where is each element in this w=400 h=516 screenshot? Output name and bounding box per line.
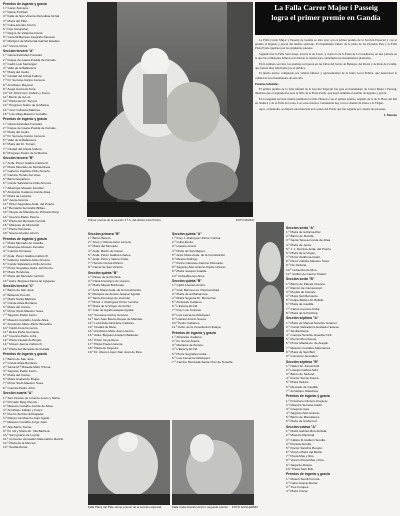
- result-entry: 8.º Plaza de la Virgen de la Paz.: [88, 304, 132, 309]
- section-heading: Premios de ingenio y gracia: [286, 394, 330, 399]
- result-entry: 6.º Conde Salvatierra-Cirilo Amorós.: [3, 181, 52, 186]
- result-entry: 4.º Valle de la Ballestera.: [3, 65, 37, 70]
- result-entry: 15.º Avda. Burjasot-Joaquín Ballester.: [88, 333, 140, 338]
- result-entry: 1.º Almirante Cadarso.: [172, 334, 203, 339]
- result-entry: 5.º Avda. Pérez Galdós-Linares.: [88, 252, 132, 257]
- result-entry: 7.º Arzobispo Olaechea.: [286, 388, 319, 393]
- result-entry: 6.º Ciudad del Artista Fallero.: [3, 74, 43, 79]
- photo-main-caption: Primer premio de la sección 1.ª A, del artista José Pucho.: [88, 218, 162, 222]
- result-entry: 7.º Pedro Cabanes-Camino Moncada.: [172, 261, 224, 266]
- headline-line-2: logra el primer premio en Gandía: [271, 13, 381, 22]
- result-entry: 5.º Doctor Sanchís Bergón.: [286, 445, 323, 450]
- result-entry: 6.º Nou Campanar.: [3, 26, 29, 31]
- result-entry: 1.º Plaza Gabriel Miró-Ruzafa.: [286, 429, 328, 434]
- result-entry: 14.º Mosén Jaume-Calixto III.: [3, 342, 43, 347]
- section-heading: Sección sexta "A": [286, 226, 315, 230]
- section-heading: Sección octava "A": [286, 425, 317, 430]
- result-entry: 1.º Cádiz-Literato Azorín.: [172, 283, 206, 288]
- result-entry: 9.º Sagunto-Ruaya.: [286, 462, 313, 467]
- result-entry: 4.º Plaza Ciscar.: [286, 489, 309, 494]
- results-column-3: [172, 232, 254, 417]
- result-entry: 3.º Sevilla-Denia.: [286, 328, 310, 333]
- result-entry: 4.º Plaza San Bernardo.: [286, 294, 319, 299]
- result-entry: 7.º Dr. Serrano-Carlos Cervera.: [3, 78, 46, 83]
- result-entry: 8.º Cárcel de San Vicente.: [88, 265, 124, 270]
- result-entry: 4.º Arzobispo Fabián y Fuero.: [3, 408, 44, 412]
- result-entry: 4.º Cuenca-Tenerife-Guardia Civil.: [286, 333, 333, 338]
- result-entry: 2.º Bolseria-Tros Alt.: [3, 292, 31, 297]
- result-entry: 4.º Plaza de Jesús.: [286, 242, 313, 247]
- result-entry: 1.º Plaza Mercado de Castilla.: [3, 241, 44, 246]
- result-entry: 2.º Dr. Sumsi-Sueca.: [172, 339, 201, 344]
- result-entry: 9.º Angel Guimerà-Turia.: [3, 86, 37, 91]
- section-heading: Sección quinta "A": [172, 232, 202, 236]
- section-heading: Premios de ingenio y gracia: [172, 330, 216, 335]
- result-entry: 1.º Francisco Climent-Uruguay.: [286, 398, 329, 403]
- result-entry: 8.º Maestro Gozalbo-Conde Altea.: [3, 317, 50, 322]
- result-entry: 7.º Pintor J. Rodríguez Pintor Cortina.: [88, 300, 139, 305]
- result-entry: 9.º Na Jordana.: [286, 263, 308, 268]
- result-entry: 1.º Barrio de San José.: [3, 356, 35, 361]
- result-entry: 3.º Cadiz-Luis Santángel.: [3, 61, 38, 66]
- result-entry: 7.º Carlos Cervera-Cuba.: [286, 306, 321, 311]
- article-paragraph: En la primera sección, los premios recayeron en las fallas del barrio de Beniopa, del Raval y de Roís de Corella, que fueron muy felicitadas por el público.: [255, 61, 397, 70]
- result-entry: 16.º Pintor Goya-Reus.: [88, 337, 120, 342]
- result-entry: 1.º Avda. Pérez Galdós-Calixto III.: [3, 160, 49, 165]
- falla-right-image: [256, 222, 284, 352]
- result-entry: 9.º Plaza de Lepanto.: [3, 193, 33, 198]
- result-entry: 9.º Marqués de Montortal-Gabriel Estellés.: [3, 39, 61, 44]
- result-entry: 13.º Progreso-Teatro de la Marina.: [3, 103, 50, 108]
- result-entry: 18.º Sueca-Literato Azorín.: [3, 231, 40, 236]
- result-entry: 8.º Plaza de San Bult.: [286, 349, 316, 354]
- result-entry: 12.º La Florida-Almirante Cadarso.: [88, 320, 135, 325]
- result-entry: 11.º Reina Doña Germana.: [3, 330, 40, 334]
- result-entry: 5.º Barrio de Marxalenes.: [286, 415, 321, 420]
- photo-bottom-middle-caption: Falla Cuba-Literato Azorín, segundo premio.: [172, 505, 229, 509]
- result-entry: 8.º Cuenca-Padre Jofré.: [3, 385, 36, 390]
- result-entry: 5.º Plaza del Cedro.: [3, 70, 31, 75]
- result-entry: 11.º Avda. de la Constitución-Ruaya.: [172, 325, 222, 330]
- result-entry: 9.º Dr. Gil y Morte-Dr. Vila Barberá.: [3, 428, 51, 433]
- result-entry: 19.º Dr. Álvaro López-San Juan de Dios.: [88, 349, 143, 354]
- result-entry: 10.º Avda. Burjasot-Sierra de Agujeras.: [3, 278, 56, 283]
- article-paragraph: En la segunda sección resultó premiada la falla Vilanova con el primer premio, seguida de la de la Plaza del Rei en Jaume I y de la Falla de Corea. Los actos festivos continuarán hoy con la ofrenda de flores a la Virgen.: [255, 97, 397, 106]
- result-entry: 8.º Progreso-Teatro de la Marina.: [3, 150, 48, 155]
- result-entry: 5.º Actor Mora-Avda. de la Constitución.: [172, 252, 226, 257]
- result-entry: 6.º L'Estany-El Cid.: [172, 304, 199, 309]
- result-entry: 6.º Plaza Ciudad de Brujas.: [3, 377, 41, 382]
- result-entry: 3.º Isabel la Católica-Cirilo Amorós.: [3, 168, 51, 173]
- article-headline: [255, 2, 397, 35]
- result-entry: 8.º Luis Lamarca-Velázquez.: [172, 312, 211, 317]
- result-entry: 8.º Pérez Galdós-Maestro Sosa.: [286, 259, 330, 264]
- result-entry: 14.º Arzobispo Melo-Juan Llorens.: [88, 329, 135, 334]
- result-entry: 2.º Conde Altea-Burriana.: [3, 360, 38, 365]
- result-entry: 11.º Guillén de Castro-Triador.: [286, 271, 327, 276]
- section-heading: Sección sexta "B": [286, 277, 315, 282]
- result-entry: 1.º Gloria-Felicidad-Trenador.: [3, 121, 43, 126]
- result-entry: 1.º Plaza de la Reina-Paz.: [286, 230, 322, 235]
- result-entry: 11.º Pintor Segrelles-Avda. del Puerto.: [3, 202, 55, 207]
- photo-bottom-middle-credit: FOTO GUILLERMO: [232, 505, 258, 509]
- result-entry: 13.º Plaza Ciudad de Brujas.: [3, 338, 42, 343]
- result-entry: 13.º Ciudad de Mula.: [88, 325, 117, 330]
- result-entry: 5.º Barrio Espartero.: [3, 177, 31, 182]
- result-entry: 4.º L'Estany-El Cid.: [172, 347, 199, 352]
- article-byline: I. Moreno: [384, 112, 397, 117]
- article-paragraph: La Falla Carrer Major y Passeig de Gandía se alzó ayer con el primer premio de la Sección Especial y con el premio al ingenio y gracia del mismo apartado. El monumento fallero de la plaza de las Escuelas Pías y la Falla Plaza Prado quedaron en los siguientes puestos.: [255, 38, 397, 51]
- result-entry: 8.º Alta-Santo Tomás.: [3, 424, 33, 429]
- result-entry: 5.º Pintor Segrelles-Cuba.: [172, 351, 208, 356]
- falla-photo-main: [87, 2, 253, 217]
- falla-bottom-left-image: [88, 420, 170, 505]
- result-entry: 5.º Valle de la Ballestera.: [3, 138, 37, 143]
- result-entry: 4.º Conde Altea-Burriana.: [3, 300, 38, 305]
- result-entry: 6.º Avda. Peris y Valero-Cuba.: [88, 256, 129, 261]
- result-entry: 6.º Plaza de la Merced.: [286, 419, 318, 424]
- result-entry: 1.º Fray J. Rodríguez-Pintor Cortina.: [172, 236, 222, 241]
- result-entry: 4.º Plaza de San Miguel.: [172, 248, 206, 253]
- result-entry: 5.º Almirante Cadarso.: [172, 300, 203, 305]
- article-paragraph: El primer premio de la falla infantil de la Sección Especial fue para el monumento de Carrer Major i Passeig, mientras que el segundo fue para la falla de la Plaza Prado, que logró también el premio de ingenio y gracia.: [255, 87, 397, 96]
- result-entry: 6.º Pintor Maella-Av. de Aragón.: [286, 341, 330, 346]
- result-entry: 18.º Plaza de Segovia.: [88, 345, 119, 350]
- result-entry: 10.º Jesús-Gremis.: [3, 197, 29, 202]
- section-heading: Sección cuarta "A": [3, 391, 33, 396]
- result-entry: 12.º Plaza de la Merced.: [3, 441, 37, 446]
- result-entry: 4.º Plaza Segovia-Dr. Monserrat.: [172, 295, 217, 300]
- result-entry: 15.º Luis Oliag-Maestro Gozalbo.: [3, 111, 48, 116]
- result-entry: 3.º Gregorio Gea.: [286, 406, 310, 411]
- result-entry: 7.º Pintor Zariñena-Quart.: [286, 255, 321, 260]
- result-entry: 2.º Duque de Gaeta-Puebla de Farnals.: [3, 125, 57, 130]
- result-entry: 5.º Isabel la Católica-Cirilo Amorós.: [3, 257, 51, 262]
- result-entry: 3.º Calixto III-Guillem Sorolla.: [286, 437, 326, 442]
- result-entry: 14.º Cuenca-Padre Perera.: [3, 214, 40, 219]
- result-entry: 3.º Cuenca-Tomasos.: [3, 249, 33, 254]
- result-entry: 12.º Bernardo Ferrándiz-Bilbao.: [3, 206, 46, 211]
- result-entry: 7.º Maestro Gozalbo-Salamanca.: [286, 345, 331, 350]
- result-entry: 2.º Barrio de Ruzafa.: [286, 234, 315, 239]
- result-entry: 1.º Mosén Sorell-Corona.: [286, 476, 321, 481]
- result-entry: 8.º Plaza Honduras.: [3, 270, 31, 275]
- result-entry: 7.º Alberique-Mossén Fenollar.: [3, 185, 45, 190]
- results-column-4: [286, 226, 398, 516]
- result-entry: 3.º Santa M.ª Micaela-Martí l'Humà.: [3, 364, 52, 369]
- result-entry: 9.º Arquitecto Alfaro-Pintor Benedito.: [3, 321, 53, 326]
- result-entry: 5.º Puerto del Duc-Embajador.: [3, 412, 45, 417]
- section-heading: Sección séptima "B": [286, 359, 319, 364]
- result-entry: 15.º Plaza del Mercado Central.: [3, 218, 46, 223]
- result-entry: 2.º Conde Salvatierra-Grabador Esteve.: [286, 324, 340, 329]
- result-entry: 6.º Ramiro de Maeztu-Juan Aguiló.: [3, 416, 51, 421]
- result-entry: 17.º Plaza Honduras.: [3, 227, 32, 232]
- article-paragraph: Ayer, a mediodía, se disparó una mascletà en la plaza del Prado que fue seguida por cientos de personas.: [259, 106, 387, 111]
- result-entry: 10.º Plaza Sant Bult.: [286, 466, 314, 471]
- falla-photo-bottom-middle: [172, 420, 254, 505]
- result-entry: 1.º San Vicente de Lizondo-Jesús y María.: [3, 395, 61, 400]
- result-entry: 16.º Marqués de Montortal.: [3, 222, 40, 227]
- result-entry: 2.º Literato Gabriel Miró.: [286, 367, 319, 372]
- result-entry: 3.º Plaza del Mercado.: [88, 244, 119, 249]
- result-entry: 1.º Cacer-Sumiera.: [3, 6, 29, 11]
- result-entry: 2.º Reina-Trinidad.: [3, 10, 29, 15]
- result-entry: 9.º Plaza Joaquín Dualde.: [172, 269, 208, 274]
- result-entry: 4.º Florista-Sorolla.: [286, 441, 312, 446]
- result-entry: 3.º Plaza de la Malvarrosa.: [172, 291, 209, 296]
- result-entry: 8.º Arzobispo Mayoral.: [3, 82, 34, 87]
- result-entry: 13.º Sevilla-Denia.: [3, 445, 28, 450]
- result-entry: 4.º Avda. Barón de Cárcer.: [88, 248, 124, 253]
- result-entry: 6.º Plaza de Castilla.: [286, 302, 315, 307]
- result-entry: 4.º Doctor Sumsi-Sueca.: [286, 376, 320, 381]
- article-paragraph: Segunda fue la Falla Sant Josep, tercera la de Corea, y cuarta la de la Plaza de la Constitució, en una jornada en la que las comisiones falleras recorrieron la ciudad para contemplar los monumentos plantados.: [255, 51, 397, 60]
- result-entry: 1.º Plaza de Manuel Sanchis Guarner.: [286, 320, 338, 325]
- result-entry: 7.º Hernán Cortés-Pizarro.: [88, 261, 124, 266]
- section-heading: Premios de ingenio y gracia: [3, 2, 47, 6]
- section-heading: Sección séptima "A": [286, 316, 319, 321]
- result-entry: 11.º Convento Jerusalén-Matemático Marzal.: [3, 437, 64, 442]
- falla-bottom-middle-image: [172, 420, 254, 505]
- result-entry: 10.º Vivons-Chiva.: [3, 43, 28, 48]
- result-entry: 2.º Gral. Barroso-Lit. Pascual Abad.: [172, 287, 221, 292]
- result-entry: 8.º Almirante Cadarso-Conde Altea.: [3, 189, 52, 194]
- result-entry: 4.º Camino Hondo del Grao.: [3, 173, 42, 178]
- result-entry: 6.º Mestre Rodrigo.: [172, 256, 199, 261]
- result-entry: 15.º Plaza del Mercado de Ruzafa.: [3, 346, 51, 351]
- result-entry: 5.º Plaza del Carme.: [3, 373, 31, 378]
- section-heading: Sección tercera "C": [3, 284, 34, 289]
- result-entry: 9.º Plaza del Mercado Central.: [3, 274, 45, 279]
- results-column-2-top: [88, 232, 170, 417]
- result-entry: 5.º Puerto Rico-Sueca.: [286, 337, 317, 342]
- results-column-1: [3, 2, 85, 514]
- result-entry: 7.º Sagunto-Padre Ferris.: [3, 313, 38, 318]
- result-entry: 2.º Calvo Acacio-Reina.: [286, 480, 318, 485]
- result-entry: 8.º General Barroso-Litógrafo Pascual.: [3, 35, 56, 40]
- result-entry: 10.º Cádiz-Cura Femenía.: [3, 325, 39, 330]
- result-entry: 3.º Barrio de Nazaret.: [286, 372, 316, 377]
- result-entry: 9.º Convento Jerusalén.: [286, 353, 319, 358]
- result-entry: 8.º Sagunto-San Antonio-Padre Urbano.: [172, 265, 227, 270]
- result-entry: 7.º Fray Luis Colomer.: [172, 308, 203, 313]
- result-entry: 3.º Puebla de Farnals.: [286, 289, 317, 294]
- result-entry: 3.º Marqués de Zenete.: [172, 343, 204, 348]
- section-heading: Sección quinta "B": [172, 279, 202, 284]
- result-entry: 9.º Juan de Aguiló-Gaspar Aguilar.: [88, 308, 135, 313]
- result-entry: 2.º Artes y Oficios-Actor Llorens.: [88, 240, 132, 245]
- result-entry: 7.º Poeta Mas y Ros.: [286, 454, 315, 459]
- result-entry: 11.º San Juan Bosco-Duque de Mandas.: [88, 316, 143, 321]
- result-entry: 7.º Camino Moncada-Santa Cruz de Tenerife.: [172, 359, 234, 364]
- result-entry: 3.º Tres Forques.: [286, 484, 310, 489]
- result-entry: 2.º Ramón de Campoamor.: [286, 285, 323, 290]
- section-heading: Premios de ingenio y gracia: [3, 352, 47, 357]
- result-entry: 10.º Dr. Olóriz-Arc. Fabián y Fuero.: [3, 90, 51, 95]
- result-entry: 8.º Plaza de la Pechina.: [286, 310, 319, 315]
- falla-photo-right: [256, 222, 284, 352]
- result-entry: 2.º Maestro Serrano-Cádiz.: [286, 402, 323, 407]
- result-entry: 7.º Pintor Segrelles-Avda. del Puerto.: [3, 266, 54, 271]
- result-entry: 12.º Plaza del Dr. Torrent.: [3, 99, 38, 104]
- result-entry: 2.º Maestre Racional.: [286, 433, 316, 438]
- result-entry: 1.º Gloria-Felicidad-Trenador.: [3, 53, 43, 58]
- section-heading: Premios de ingenio y gracia: [286, 472, 330, 477]
- result-entry: 3.º Maestro Gozalbo-Conde de Altea.: [3, 403, 54, 408]
- result-entry: 1.º Barrio de Patraix-Cuenca.: [286, 281, 326, 286]
- falla-photo-bottom-left: [88, 420, 170, 505]
- result-entry: 5.º Plaza del Carme.: [3, 305, 31, 310]
- result-entry: 4.º Plaza del Pilar.: [3, 18, 28, 23]
- article-subheading: Premios infantiles: [255, 81, 279, 86]
- section-heading: Sección tercera "B": [3, 156, 34, 161]
- result-entry: 6.º Plaza del Dr. Torrent.: [3, 142, 36, 147]
- section-heading: Sección primera "B": [88, 232, 121, 236]
- section-heading: Premios de ingenio y gracia: [3, 117, 47, 122]
- result-entry: 3.º Plaza del Cedro.: [3, 129, 31, 134]
- result-entry: 11.º Barrio de la Luz.: [3, 95, 32, 100]
- result-entry: 3.º Plaza Miguel Bordonau.: [88, 283, 125, 288]
- result-entry: 7.º Maestro Gozalbo-Jorge Juan.: [3, 420, 48, 425]
- result-entry: 12.º Cuenca-Padre Jofré.: [3, 334, 38, 339]
- result-entry: 4.º Avda. Pérez Galdós-Calixto III.: [3, 253, 49, 258]
- result-entry: 5.º Felipe Bellver-M. Bellido.: [286, 298, 325, 303]
- result-entry: 6.º Plaza de la Virgen.: [286, 250, 317, 255]
- result-entry: 2.º Plaza Mercado de Monteolivete.: [3, 164, 52, 169]
- result-entry: 6.º Mercado de Castilla.: [286, 384, 319, 389]
- result-entry: 10.º Tomasos-Carlos Cervera.: [88, 312, 129, 317]
- result-entry: 13.º Duque de Mandas-Av. Primado Reig.: [3, 210, 60, 215]
- result-entry: 3.º Literato Azorín.: [172, 244, 197, 249]
- result-entry: 4.º Sagunto-San Antonio.: [286, 411, 321, 416]
- result-entry: 6.º Vivons-Plaza del Barón.: [286, 450, 323, 455]
- result-entry: 5.º Marqués de Zenete-Gaspar Aguilar.: [88, 291, 141, 296]
- result-entry: 5.º Cuba-Literato Azorín.: [3, 22, 37, 27]
- result-entry: 17.º Plaza Poeta Llorente.: [88, 341, 124, 346]
- result-entry: 2.º Cuba-Denia.: [172, 240, 194, 245]
- article-paragraph: El jurado estuvo compuesto por artistas falleros y representantes de la Junta Local Fallera, que destacaron la calidad de los monumentos de este año.: [255, 71, 397, 80]
- result-entry: 3.º Falla de San Vicente-Periodista Azzati.: [3, 14, 60, 19]
- result-entry: 5.º J. J. Dómine-Avda. del Puerto.: [286, 246, 332, 251]
- result-entry: 8.º Vivons-Poeta Mas y Ros.: [286, 458, 325, 463]
- headline-line-1: La Falla Carrer Major i Passeig: [274, 3, 378, 12]
- result-entry: 7.º Pintor Stolz-Maestro Sosa.: [3, 381, 44, 386]
- result-entry: 2.º Alberique-Mossén Fenollar.: [3, 245, 45, 250]
- photo-bottom-left-caption: Falla Plaza del Pilar, tercer premio de la sección especial.: [88, 505, 162, 509]
- result-entry: 10.º Cuba-Puerto Rico.: [286, 267, 318, 272]
- result-entry: 6.º Santo Domingo de Guzmán.: [88, 295, 131, 300]
- result-entry: 7.º Ciudad del Artista Fallero.: [3, 146, 43, 151]
- result-entry: 1.º Barrio de San José.: [3, 288, 35, 293]
- section-heading: Sección tercera "A": [3, 49, 34, 54]
- falla-monument-image: [87, 2, 253, 217]
- result-entry: 2.º Chiva-Francisco de Llorens.: [88, 279, 131, 284]
- result-entry: 2.º Primado Reig-Viveros.: [3, 399, 38, 404]
- result-entry: 2.º Duque de Gaeta-Puebla de Farnals.: [3, 57, 57, 62]
- result-entry: 4.º Sagunto-Padre Ferris.: [3, 369, 38, 373]
- result-entry: 14.º Cruz Cubierta-Mártires.: [3, 107, 41, 112]
- section-heading: Premios de ingenio y gracia: [3, 236, 47, 241]
- result-entry: 6.º Pintor Stolz-Maestro Sosa.: [3, 309, 44, 314]
- result-entry: 1.º Nador-Dr. Zamenhoff.: [286, 363, 320, 368]
- result-entry: 3.º Plaza Santa Bárbara.: [3, 296, 37, 301]
- result-entry: 6.º Luis Lamarca-Velázquez.: [172, 355, 211, 360]
- result-entry: 4.º Dr. Serrano-Carlos Cervera.: [3, 134, 46, 139]
- result-entry: 1.º Barrio Beteró.: [88, 236, 112, 241]
- result-entry: 10.º San Ignacio de Loyola.: [3, 432, 41, 437]
- result-entry: 10.º Cuba-Buenos Aires.: [172, 273, 206, 278]
- result-entry: 10.º Pedro Cabanes.: [172, 320, 201, 325]
- result-entry: 4.º Actor Mora-Avda. de la Constitución.: [88, 287, 142, 292]
- photo-main-credit: FOTO MAIKO: [235, 218, 254, 222]
- result-entry: 9.º Literato Azorín-Sueca.: [172, 316, 207, 321]
- result-entry: 7.º Regne de València-Ciscar.: [3, 31, 44, 36]
- result-entry: 6.º Conde Salvatierra-Cirilo Amorós.: [3, 261, 52, 266]
- result-entry: 5.º Plaza Patraix.: [286, 380, 310, 385]
- section-heading: Sección quinta "B": [88, 271, 118, 275]
- result-entry: 3.º Santa Teresa-Conde de Altea.: [286, 238, 332, 243]
- result-entry: 1.º Paseo de la Pechina.: [88, 275, 122, 280]
- article-body: [255, 38, 397, 220]
